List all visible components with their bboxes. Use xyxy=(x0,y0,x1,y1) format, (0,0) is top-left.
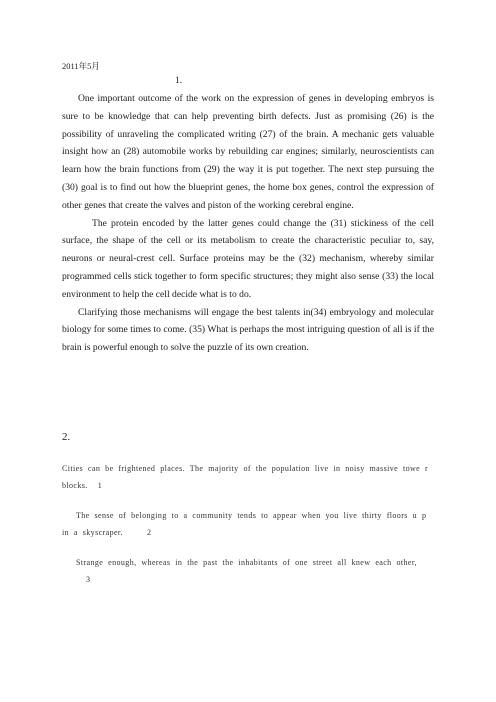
section-2-item-3-number: 3 xyxy=(86,575,91,584)
section-2-number: 2. xyxy=(62,431,71,443)
section-2-body xyxy=(62,460,434,601)
section-1-paragraph-3: Clarifying those mechanisms will engage the best talents in(34) embryology and molecular biology for some times to come. (35) What is perhaps the most intriguing question of all is if the brain is powerful enough to solve the puzzle of its own creation. xyxy=(62,306,434,354)
section-2-item-2 xyxy=(62,507,434,541)
section-2-item-2-text: The sense of belonging to a community tends to appear when you live thirty floors u p in a skyscraper. xyxy=(62,511,427,537)
section-1-body xyxy=(62,90,434,357)
section-1-paragraph-1: One important outcome of the work on the expression of genes in developing embryos is sure to be knowledge that can help preventing birth defects. Just as promising (26) is the possibility of unraveling the complicated writing (27) of the brain. A mechanic gets valuable insight how an (28) automobile works by rebuilding car engines; similarly, neuroscientists can learn how the brain functions from (29) the way it is put together. The next step pursuing the (30) goal is to find out how the blueprint genes, the home box genes, control the expression of other genes that create the valves and piston of the working cerebral engine. xyxy=(62,93,434,211)
section-1-paragraph-2: The protein encoded by the latter genes could change the (31) stickiness of the cell surface, the shape of the cell or its metabolism to create the characteristic peculiar to, say, neurons or neural-crest cell. Surface proteins may be the (32) mechanism, whereby similar programmed cells stick together to form specific structures; they might also sense (33) the local environment to help the cell decide what is to do. xyxy=(62,217,434,300)
section-2-item-1-number: 1 xyxy=(97,481,103,490)
section-2-item-2-number: 2 xyxy=(146,528,152,537)
document-date: 2011年5月 xyxy=(62,61,100,71)
section-2-item-1 xyxy=(62,460,434,494)
section-2-item-3-text: Strange enough, whereas in the past the inhabitants of one street all knew each other, xyxy=(76,558,417,567)
section-2-item-3 xyxy=(62,554,434,588)
section-2-item-1-text: Cities can be frightened places. The majority of the population live in noisy massive towe r blocks. xyxy=(62,464,429,490)
section-1-number: 1. xyxy=(175,76,183,86)
